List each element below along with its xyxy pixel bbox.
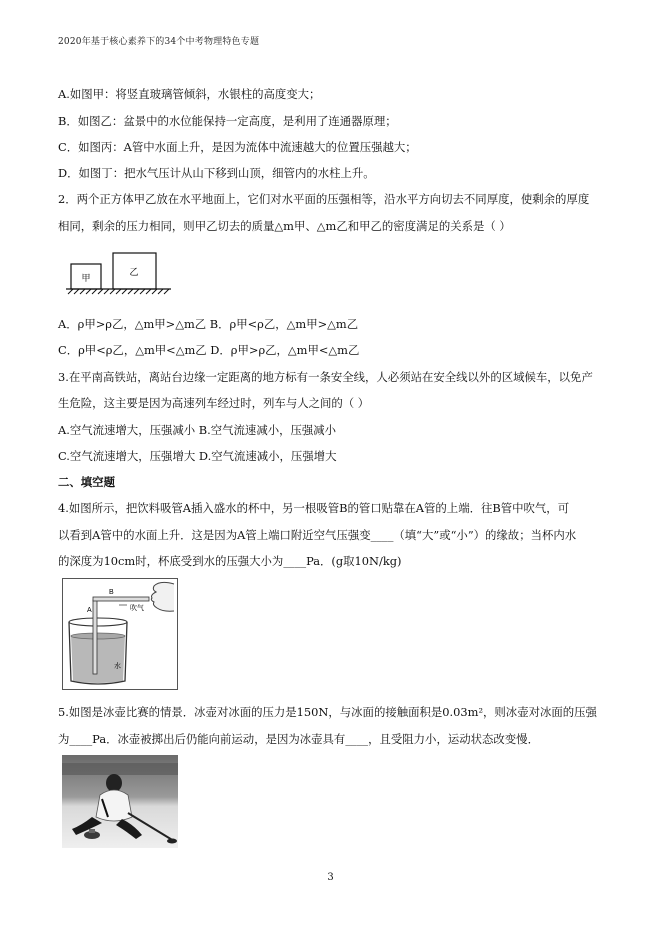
q2-text-line2: 相同，剩余的压力相同，则甲乙切去的质量△m甲、△m乙和甲乙的密度满足的关系是（ ）: [58, 219, 511, 233]
athlete-torso: [96, 790, 132, 821]
face-profile: [151, 582, 174, 611]
page-header: 2020年基于核心素养下的34个中考物理特色专题: [58, 37, 260, 47]
label-blow: 吹气: [130, 604, 144, 612]
cube-jia-label: 甲: [81, 274, 91, 284]
page-number: 3: [327, 872, 334, 883]
label-a: A: [87, 607, 92, 614]
cube-yi-label: 乙: [129, 268, 139, 278]
curling-photo: [62, 755, 178, 848]
q1-option-b: B．如图乙：盆景中的水位能保持一定高度，是利用了连通器原理；: [58, 114, 397, 128]
q5-text-line2: 为____Pa．冰壶被掷出后仍能向前运动，是因为冰壶具有____，且受阻力小，运动状态改变慢．: [58, 732, 539, 746]
label-water: 水: [114, 662, 121, 670]
ground-hatching: [68, 289, 169, 294]
cup-water: [71, 636, 125, 683]
q3-options-ab: A.空气流速增大，压强减小 B.空气流速减小，压强减小: [58, 423, 337, 437]
q1-option-d: D．如图丁：把水气压计从山下移到山顶，细管内的水柱上升。: [58, 166, 375, 180]
stone-handle: [89, 829, 95, 833]
q4-text-line1: 4.如图所示，把饮料吸管A插入盛水的杯中，另一根吸管B的管口贴靠在A管的上端．往B管中吹气，可: [58, 501, 570, 515]
water-surface: [71, 633, 125, 639]
arena-boards: [62, 763, 178, 775]
cubes-figure: [66, 250, 176, 298]
q1-option-a: A.如图甲：将竖直玻璃管倾斜，水银柱的高度变大；: [58, 87, 321, 101]
athlete-head: [106, 774, 122, 792]
q3-text-line1: 3.在平南高铁站，离站台边缘一定距离的地方标有一条安全线，人必须站在安全线以外的区域候车，以免产: [58, 370, 593, 384]
section-title-fill-blank: 二、填空题: [58, 475, 115, 489]
q5-text-line1: 5.如图是冰壶比赛的情景．冰壶对冰面的压力是150N，与冰面的接触面积是0.03m²，则冰壶对冰面的压强: [58, 705, 597, 719]
q4-text-line3: 的深度为10cm时，杯底受到水的压强大小为____Pa．(g取10N/kg): [58, 554, 402, 568]
q2-options-cd: C．ρ甲<ρ乙，△m甲<△m乙 D．ρ甲>ρ乙，△m甲<△m乙: [58, 343, 360, 357]
straw-a: [93, 600, 97, 674]
label-b: B: [109, 589, 114, 596]
q2-text-line1: 2．两个正方体甲乙放在水平地面上，它们对水平面的压强相等，沿水平方向切去不同厚度，使剩余的厚度: [58, 192, 590, 206]
straw-cup-figure: [62, 578, 178, 690]
q4-text-line2: 以看到A管中的水面上升．这是因为A管上端口附近空气压强变____（填“大”或“小”）的缘故；当杯内水: [58, 528, 577, 542]
q1-option-c: C．如图丙：A管中水面上升，是因为流体中流速越大的位置压强越大；: [58, 140, 417, 154]
q2-options-ab: A．ρ甲>ρ乙，△m甲>△m乙 B．ρ甲<ρ乙，△m甲>△m乙: [58, 317, 359, 331]
q3-text-line2: 生危险，这主要是因为高速列车经过时，列车与人之间的（ ）: [58, 396, 370, 410]
straw-b: [93, 597, 149, 601]
broom-head: [167, 839, 177, 844]
q3-options-cd: C.空气流速增大，压强增大 D.空气流速减小，压强增大: [58, 449, 337, 463]
